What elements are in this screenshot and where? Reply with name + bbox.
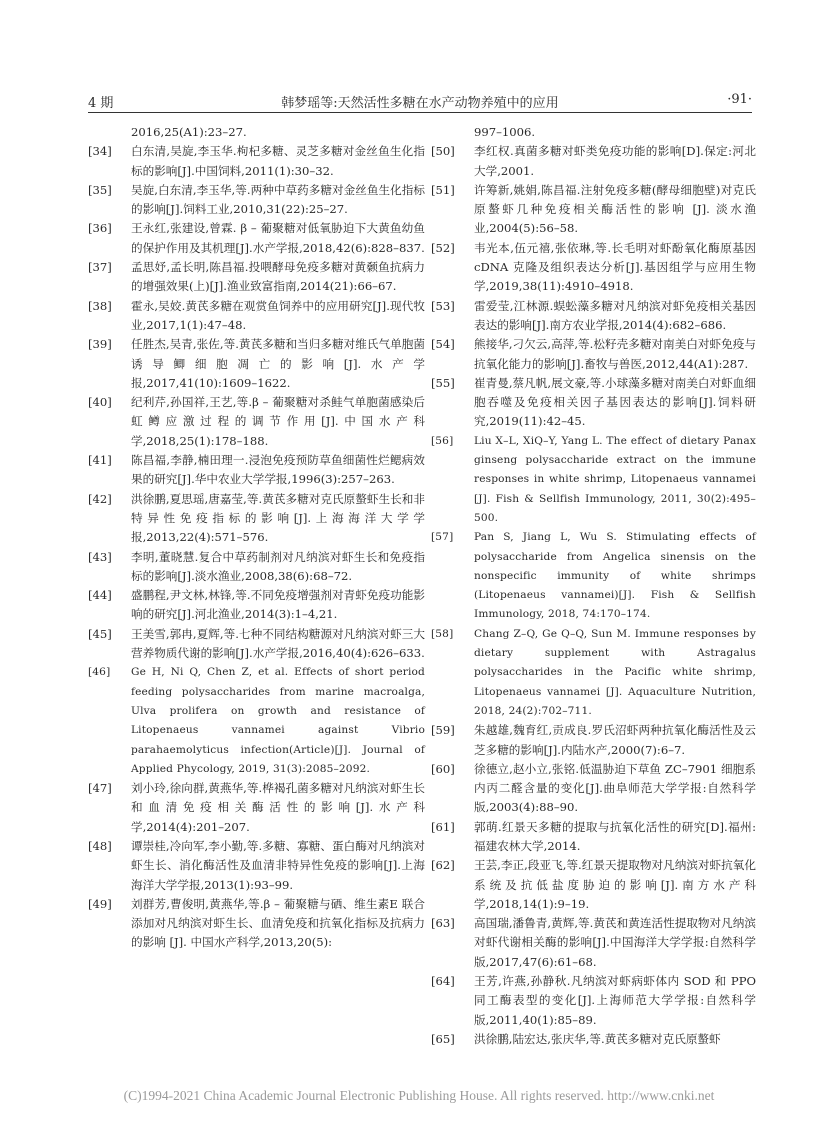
reference-entry (88, 142, 425, 181)
reference-text: 许筹新,姚娟,陈昌福.注射免疫多糖(酵母细胞壁)对克氏原螯虾几种免疫相关酶活性的影响 [J]. 淡水渔业,2004(5):56–58. (474, 182, 756, 236)
reference-entry (88, 779, 425, 837)
reference-text: 陈昌福,李静,楠田理一.浸泡免疫预防草鱼细菌性烂鳃病效果的研究[J].华中农业大学学报,1996(3):257–263. (131, 453, 425, 487)
reference-entry (88, 219, 425, 258)
reference-number: [49] (88, 896, 112, 911)
reference-column-left (88, 123, 425, 953)
reference-entry (88, 895, 425, 953)
reference-number: [45] (88, 626, 112, 641)
reference-entry (431, 432, 756, 528)
reference-number: [40] (88, 395, 112, 410)
reference-number: [58] (431, 627, 454, 640)
reference-text: 孟思妤,孟长明,陈昌福.投喂酵母免疫多糖对黄颡鱼抗病力的增强效果(上)[J].渔业致富指南,2014(21):66–67. (131, 260, 425, 294)
reference-number: [52] (431, 240, 455, 255)
reference-text: 李明,董晓慧.复合中草药制剂对凡纳滨对虾生长和免疫指标的影响[J].淡水渔业,2008,38(6):68–72. (131, 549, 425, 583)
reference-number: [38] (88, 298, 112, 313)
reference-entry (431, 528, 756, 624)
reference-text: 刘群芳,曹俊明,黄燕华,等.β – 葡聚糖与硒、维生素E 联合添加对凡纳滨对虾生长、血清免疫和抗氧化指标及抗病力的影响 [J]. 中国水产科学,2013,20(5): (131, 896, 425, 950)
reference-entry (431, 856, 756, 914)
reference-number: [65] (431, 1031, 455, 1046)
reference-entry (431, 239, 756, 297)
reference-number: [61] (431, 819, 455, 834)
reference-text: 洪徐鹏,陆宏达,张庆华,等.黄芪多糖对克氏原螯虾 (474, 1031, 721, 1046)
reference-text: Chang Z–Q, Ge Q–Q, Sun M. Immune responses by dietary supplement with Astragalus polysaccharides in the Pacific white shrimp, Litopenaeus vannamei [J]. Aquaculture Nutrition, 2018, 24(2):702–711. (474, 627, 756, 717)
reference-entry (431, 1030, 756, 1049)
reference-text: 徐德立,赵小立,张铭.低温胁迫下草鱼 ZC–7901 细胞系内丙二醛含量的变化[J].曲阜师范大学学报:自然科学版,2003(4):88–90. (474, 761, 756, 815)
reference-number: [37] (88, 260, 112, 275)
reference-entry (431, 181, 756, 239)
reference-number: [51] (431, 182, 455, 197)
reference-entry (88, 663, 425, 779)
reference-number: [35] (88, 182, 112, 197)
reference-entry (431, 335, 756, 374)
running-header (88, 90, 752, 113)
reference-number: [36] (88, 221, 112, 236)
reference-entry (88, 490, 425, 548)
reference-number: [53] (431, 298, 455, 313)
reference-entry (431, 818, 756, 857)
reference-number: [55] (431, 375, 455, 390)
reference-text: 任胜杰,吴青,张佐,等.黄芪多糖和当归多糖对维氏气单胞菌诱导鲫细胞凋亡的影响[J].水产学报,2017,41(10):1609–1622. (131, 337, 425, 390)
reference-entry (431, 374, 756, 432)
reference-number: [59] (431, 723, 455, 738)
reference-entry (88, 586, 425, 625)
reference-number: [41] (88, 453, 112, 468)
reference-text: 纪利芹,孙国祥,王艺,等.β – 葡聚糖对杀鲑气单胞菌感染后虹鳟应激过程的调节作用[J].中国水产科学,2018,25(1):178–188. (131, 395, 425, 448)
reference-entry (88, 625, 425, 664)
reference-number: [42] (88, 491, 112, 506)
reference-text: 崔青曼,蔡凡帆,展文豪,等.小球藻多糖对南美白对虾血细胞吞噬及免疫相关因子基因表达的影响[J].饲料研究,2019(11):42–45. (474, 375, 756, 429)
reference-text: 韦光本,伍元禧,张依琳,等.长毛明对虾酚氧化酶原基因 cDNA 克隆及组织表达分析[J].基因组学与应用生物学,2019,38(11):4910–4918. (474, 240, 756, 294)
reference-text: Liu X–L, XiQ–Y, Yang L. The effect of dietary Panax ginseng polysaccharide extract on the immune responses in white shrimp, Litopenaeus vannamei [J]. Fish & Sellfish Immunology, 2011, 30(2):495–500. (474, 434, 756, 524)
reference-text: 王美雪,郭冉,夏辉,等.七种不同结构糖源对凡纳滨对虾三大营养物质代谢的影响[J].水产学报,2016,40(4):626–633. (131, 626, 425, 661)
reference-number: [47] (88, 781, 112, 796)
reference-number: [64] (431, 974, 455, 989)
reference-entry (431, 914, 756, 972)
reference-number: [44] (88, 588, 112, 603)
reference-entry (431, 721, 756, 760)
page-number: ·91· (727, 92, 752, 107)
reference-text: 雷爱莹,江林源.蜈蚣藻多糖对凡纳滨对虾免疫相关基因表达的影响[J].南方农业学报,2014(4):682–686. (474, 298, 756, 332)
reference-number: [50] (431, 144, 455, 159)
reference-text: Pan S, Jiang L, Wu S. Stimulating effects of polysaccharide from Angelica sinensis on the nonspecific immunity of white shrimps (Litopenaeus vannamei)[J]. Fish & Sellfish Immunology, 2018, 74:170–174. (474, 531, 756, 621)
reference-text: 997–1006. (474, 125, 536, 139)
reference-number: [39] (88, 337, 112, 352)
copyright-footer: (C)1994-2021 China Academic Journal Electronic Publishing House. All rights reserved. http://www.cnki.net (123, 1088, 715, 1103)
reference-entry (88, 123, 425, 142)
reference-text: Ge H, Ni Q, Chen Z, et al. Effects of short period feeding polysaccharides from marine macroalga, Ulva prolifera on growth and resistance of Litopenaeus vannamei against Vibrio parahaemolyticus infection(Article)[J]. Journal of Applied Phycology, 2019, 31(3):2085–2092. (131, 666, 425, 775)
reference-number: [63] (431, 916, 455, 931)
reference-entry (88, 297, 425, 336)
reference-text: 霍永,吴姣.黄芪多糖在观赏鱼饲养中的应用研究[J].现代牧业,2017,1(1):47–48. (131, 298, 425, 332)
reference-entry (88, 451, 425, 490)
reference-column-right (431, 123, 756, 1049)
reference-entry (431, 142, 756, 181)
reference-number: [43] (88, 549, 112, 564)
reference-text: 吴旋,白东清,李玉华,等.两种中草药多糖对金丝鱼生化指标的影响[J].饲料工业,2010,31(22):25–27. (131, 182, 425, 217)
reference-text: 2016,25(A1):23–27. (131, 125, 247, 139)
reference-entry (88, 548, 425, 587)
running-title: 韩梦瑶等:天然活性多糖在水产动物养殖中的应用 (281, 96, 559, 111)
reference-text: 王芳,许燕,孙静秋.凡纳滨对虾病虾体内 SOD 和 PPO同工酶表型的变化[J].上海师范大学学报:自然科学版,2011,40(1):85–89. (474, 974, 756, 1027)
reference-text: 朱越雄,魏育红,贡成良.罗氏沼虾两种抗氧化酶活性及云芝多糖的影响[J].内陆水产,2000(7):6–7. (474, 723, 756, 757)
reference-number: [57] (431, 531, 454, 544)
reference-text: 刘小玲,徐向群,黄燕华,等.桦褐孔菌多糖对凡纳滨对虾生长和血清免疫相关酶活性的影响[J].水产科学,2014(4):201–207. (131, 781, 425, 834)
reference-entry (431, 123, 756, 142)
reference-entry (431, 972, 756, 1030)
reference-text: 盛鹏程,尹文林,林锋,等.不同免疫增强剂对青虾免疫功能影响的研究[J].河北渔业,2014(3):1–4,21. (131, 588, 425, 622)
issue-number: 4 期 (88, 96, 114, 111)
reference-number: [62] (431, 858, 455, 873)
reference-entry (88, 258, 425, 297)
reference-entry (88, 837, 425, 895)
reference-text: 白东清,吴旋,李玉华.枸杞多糖、灵芝多糖对金丝鱼生化指标的影响[J].中国饲料,2011(1):30–32. (131, 144, 425, 178)
reference-text: 李红权.真菌多糖对虾类免疫功能的影响[D].保定:河北大学,2001. (474, 144, 756, 178)
reference-number: [60] (431, 761, 455, 776)
reference-entry (88, 181, 425, 220)
reference-number: [46] (88, 666, 111, 679)
reference-text: 高国瑞,潘鲁青,黄辉,等.黄芪和黄连活性提取物对凡纳滨对虾代谢相关酶的影响[J].中国海洋大学学报:自然科学版,2017,47(6):61–68. (474, 916, 756, 969)
reference-text: 王永红,张建设,曾霖. β – 葡聚糖对低氧胁迫下大黄鱼幼鱼的保护作用及其机理[J].水产学报,2018,42(6):828–837. (131, 221, 425, 255)
reference-number: [48] (88, 838, 112, 853)
reference-entry (88, 393, 425, 451)
reference-entry (431, 760, 756, 818)
reference-entry (431, 625, 756, 721)
reference-text: 洪徐鹏,夏思瑶,唐嘉莹,等.黄芪多糖对克氏原螯虾生长和非特异性免疫指标的影响[J].上海海洋大学学报,2013,22(4):571–576. (131, 491, 425, 545)
reference-entry (88, 335, 425, 393)
reference-number: [56] (431, 434, 454, 447)
reference-text: 熊接华,刁欠云,高萍,等.松籽壳多糖对南美白对虾免疫与抗氧化能力的影响[J].畜牧与兽医,2012,44(A1):287. (474, 337, 756, 371)
reference-entry (431, 297, 756, 336)
reference-number: [54] (431, 337, 455, 352)
reference-number: [34] (88, 144, 112, 159)
reference-text: 谭崇桂,冷向军,李小勤,等.多糖、寡糖、蛋白酶对凡纳滨对虾生长、消化酶活性及血清非特异性免疫的影响[J].上海海洋大学学报,2013(1):93–99. (131, 838, 425, 892)
reference-text: 郭萌.红景天多糖的提取与抗氧化活性的研究[D].福州:福建农林大学,2014. (474, 819, 756, 853)
reference-text: 王芸,李正,段亚飞,等.红景天提取物对凡纳滨对虾抗氧化系统及抗低盐度胁迫的影响[J].南方水产科学,2018,14(1):9–19. (474, 858, 756, 911)
